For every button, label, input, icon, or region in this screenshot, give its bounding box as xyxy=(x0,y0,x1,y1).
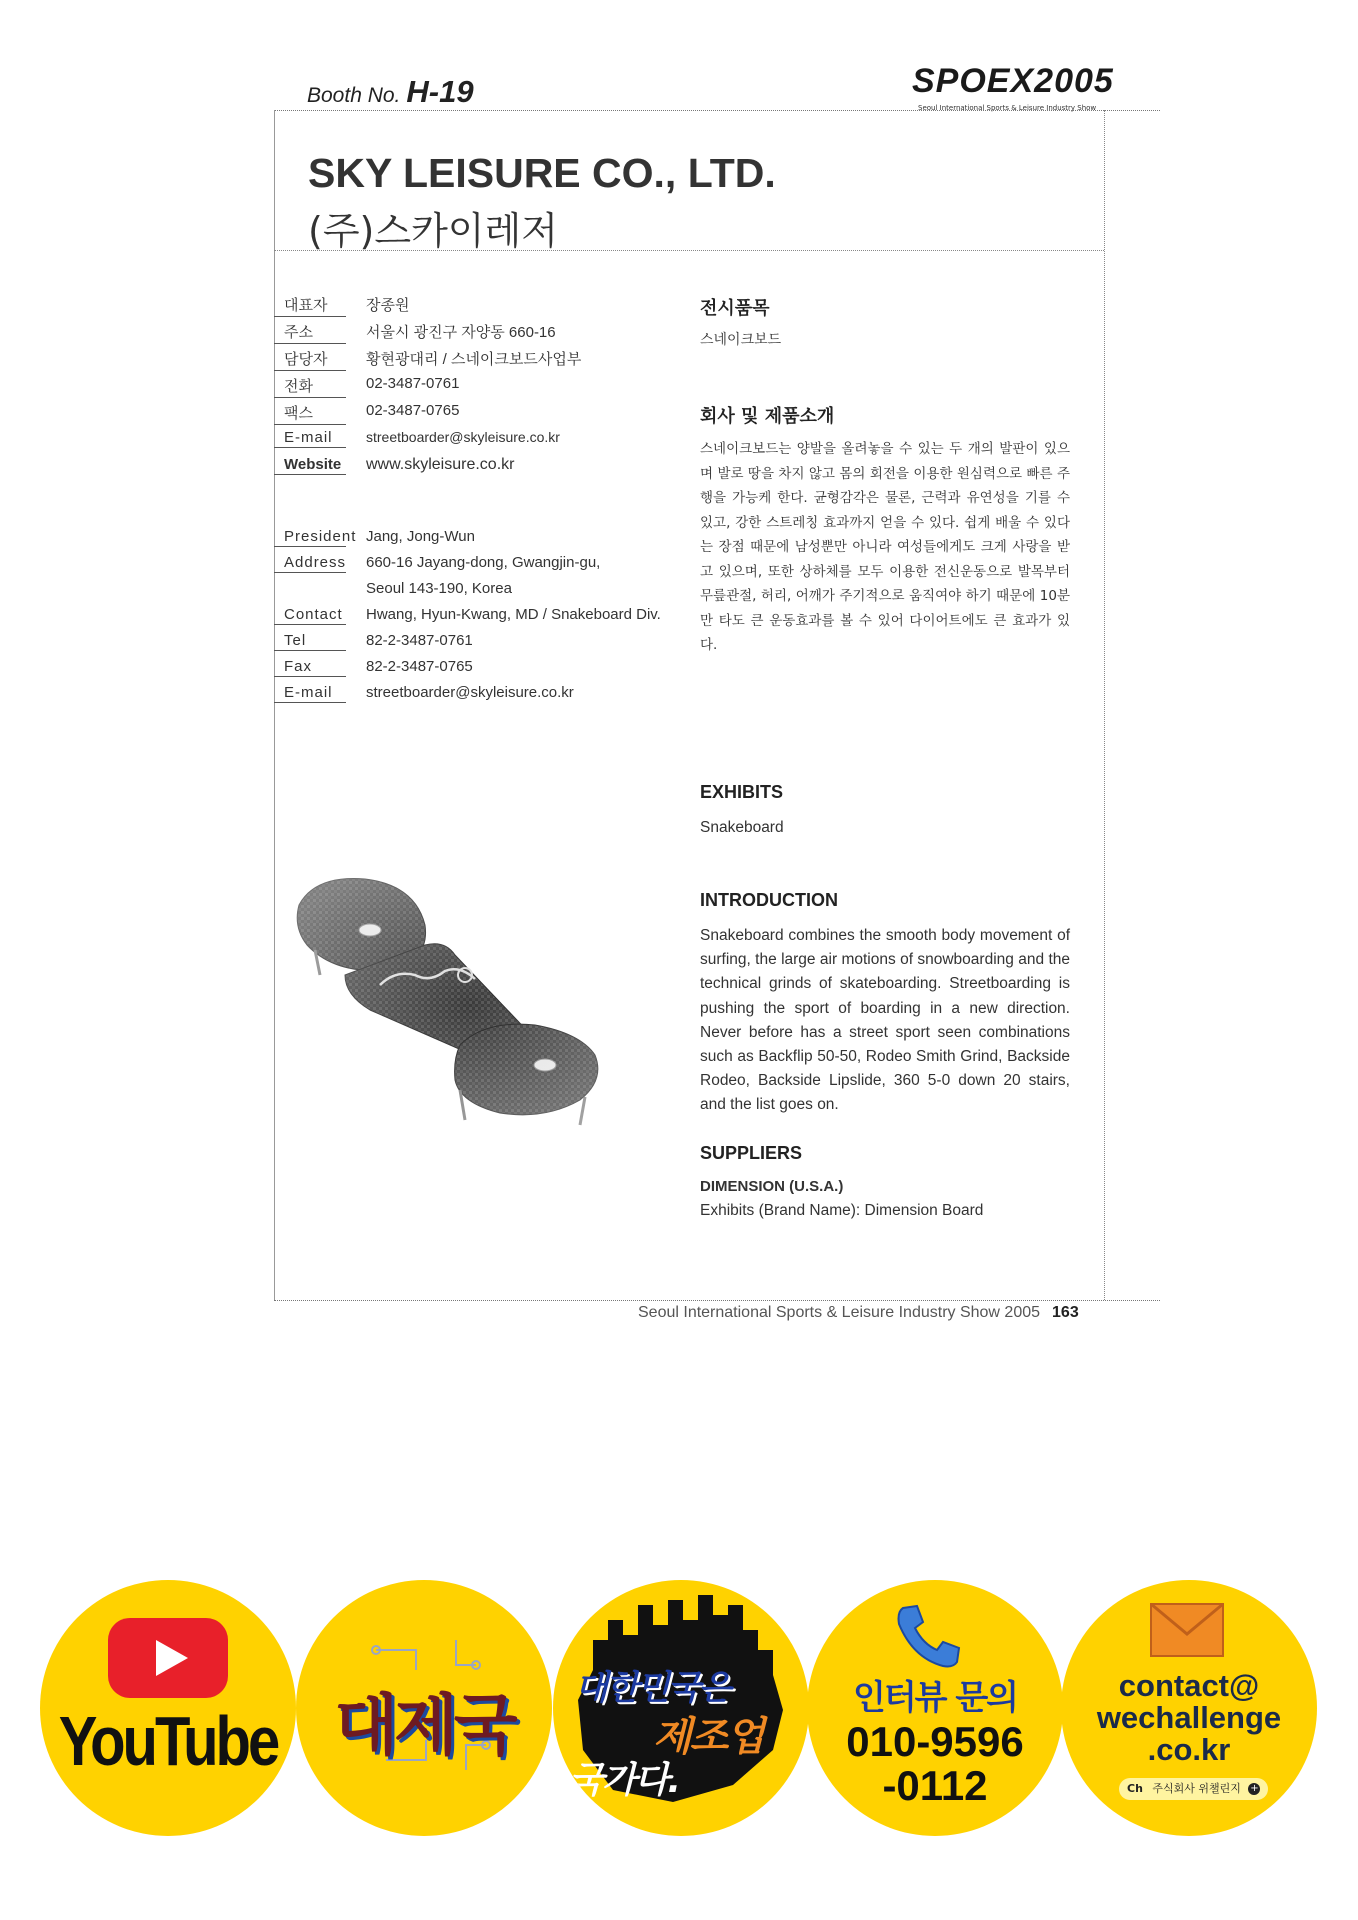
slogan-badge[interactable] xyxy=(553,1580,809,1836)
email-line-2: wechallenge xyxy=(1096,1700,1282,1735)
page-footer xyxy=(638,1304,1079,1322)
channel-badge[interactable] xyxy=(296,1580,552,1836)
info-key: E-mail xyxy=(274,429,346,448)
info-key: Address xyxy=(274,554,346,573)
info-key: Tel xyxy=(274,632,346,651)
info-key: Website xyxy=(274,456,346,475)
email-line-1: contact@ xyxy=(1118,1668,1260,1703)
info-value: 02-3487-0765 xyxy=(366,402,460,419)
snakeboard-image xyxy=(295,875,645,1135)
spoex-logo xyxy=(912,62,1114,122)
frame-top-line xyxy=(274,110,1160,111)
info-value: Seoul 143-190, Korea xyxy=(366,580,512,597)
info-value: 장종원 xyxy=(366,297,410,314)
exhibits-en-text: Snakeboard xyxy=(700,819,784,836)
exhibits-kr-text: 스네이크보드 xyxy=(700,332,782,348)
footer-text: Seoul International Sports & Leisure Industry Show 2005 xyxy=(638,1304,1041,1321)
info-value: 황현광대리 / 스네이크보드사업부 xyxy=(366,351,582,368)
phone-icon xyxy=(893,1600,963,1670)
info-key: 담당자 xyxy=(274,348,346,371)
youtube-play-icon xyxy=(108,1618,228,1698)
info-key: 팩스 xyxy=(274,402,346,425)
supplier-name: DIMENSION (U.S.A.) xyxy=(700,1178,844,1195)
youtube-label: YouTube xyxy=(58,1702,278,1781)
info-key: Fax xyxy=(274,658,346,677)
suppliers-heading: SUPPLIERS xyxy=(700,1143,803,1163)
info-key: President xyxy=(274,528,346,547)
info-value: Hwang, Hyun-Kwang, MD / Snakeboard Div. xyxy=(366,606,661,623)
exhibits-en-heading: EXHIBITS xyxy=(700,782,784,802)
logo-text: SPOEX2005 xyxy=(912,62,1114,100)
page-number: 163 xyxy=(1052,1304,1079,1321)
info-value: 02-3487-0761 xyxy=(366,375,460,392)
company-name-en: SKY LEISURE CO., LTD. xyxy=(308,150,776,196)
channel-ch-label: Ch xyxy=(1127,1782,1143,1795)
email-badge[interactable] xyxy=(1061,1580,1317,1836)
info-value: streetboarder@skyleisure.co.kr xyxy=(366,429,560,445)
info-value: 82-2-3487-0765 xyxy=(366,658,473,675)
intro-kr-heading: 회사 및 제품소개 xyxy=(700,406,835,427)
info-value: 서울시 광진구 자양동 660-16 xyxy=(366,324,556,341)
channel-name: 대제국 xyxy=(334,1687,514,1764)
company-name-kr: (주)스카이레저 xyxy=(308,209,558,253)
frame-left-line xyxy=(274,110,275,1300)
website-link[interactable]: www.skyleisure.co.kr xyxy=(366,456,515,473)
logo-subtitle: Seoul International Sports & Leisure Industry Show xyxy=(918,104,1097,112)
booth-code: H-19 xyxy=(406,74,474,109)
frame-bottom-line xyxy=(274,1300,1160,1301)
info-value: Jang, Jong-Wun xyxy=(366,528,475,545)
interview-label: 인터뷰 문의 xyxy=(852,1678,1018,1718)
kakao-channel-chip[interactable] xyxy=(1119,1778,1268,1800)
info-key: E-mail xyxy=(274,684,346,703)
phone-number-1: 010-9596 xyxy=(846,1718,1024,1765)
company-badge-text: 주식회사 위챌린지 xyxy=(1152,1782,1241,1795)
introduction-text: Snakeboard combines the smooth body movement of surfing, the large air motions of snowboarding and the technical grinds of skateboarding. Streetboarding is pushing the sport of boarding in a new direction. Never before has a street sport seen combinations such as Backflip 50-50, Rodeo Smith Grind, Backside Rodeo, Backside Lipslide, 360 5-0 down 20 stairs, and the list goes on. xyxy=(700,927,1070,1114)
info-value: 82-2-3487-0761 xyxy=(366,632,473,649)
info-key: Contact xyxy=(274,606,346,625)
booth-number xyxy=(307,74,474,110)
info-value: streetboarder@skyleisure.co.kr xyxy=(366,684,574,701)
mail-icon xyxy=(1149,1602,1225,1658)
info-key: 대표자 xyxy=(274,294,346,317)
info-value: 660-16 Jayang-dong, Gwangjin-gu, xyxy=(366,554,601,571)
phone-badge[interactable] xyxy=(807,1580,1063,1836)
slogan-line-3: 국가다. xyxy=(569,1760,680,1801)
slogan-line-2: 제조업 xyxy=(653,1714,763,1760)
booth-label: Booth No. xyxy=(307,84,401,107)
info-key: 주소 xyxy=(274,321,346,344)
introduction-heading: INTRODUCTION xyxy=(700,890,838,910)
intro-kr-text: 스네이크보드는 양발을 올려놓을 수 있는 두 개의 발판이 있으며 발로 땅을 차지 않고 몸의 회전을 이용한 원심력으로 빠른 주행을 가능케 한다. 균형감각은 물론, 근력과 유연성을 기를 수 있고, 강한 스트레칭 효과까지 얻을 수 있다. 쉽게 배울 수 있다는 장점 때문에 남성뿐만 아니라 여성들에게도 크게 사랑을 받고 있으며, 또한 상하체를 모두 이용한 전신운동으로 발목부터 무릎관절, 허리, 어깨가 주기적으로 움직여야 하기 때문에 10분만 타도 큰 운동효과를 볼 수 있어 다이어트에도 큰 효과가 있다. xyxy=(700,441,1070,653)
phone-number-2: -0112 xyxy=(882,1762,988,1809)
supplier-brand: Exhibits (Brand Name): Dimension Board xyxy=(700,1202,984,1219)
plus-icon: + xyxy=(1250,1783,1259,1794)
youtube-badge[interactable] xyxy=(40,1580,296,1836)
exhibits-kr-heading: 전시품목 xyxy=(700,298,770,319)
email-line-3: .co.kr xyxy=(1147,1732,1231,1767)
frame-right-line xyxy=(1104,110,1105,1300)
slogan-line-1: 대한민국은 xyxy=(575,1668,730,1708)
info-key: 전화 xyxy=(274,375,346,398)
